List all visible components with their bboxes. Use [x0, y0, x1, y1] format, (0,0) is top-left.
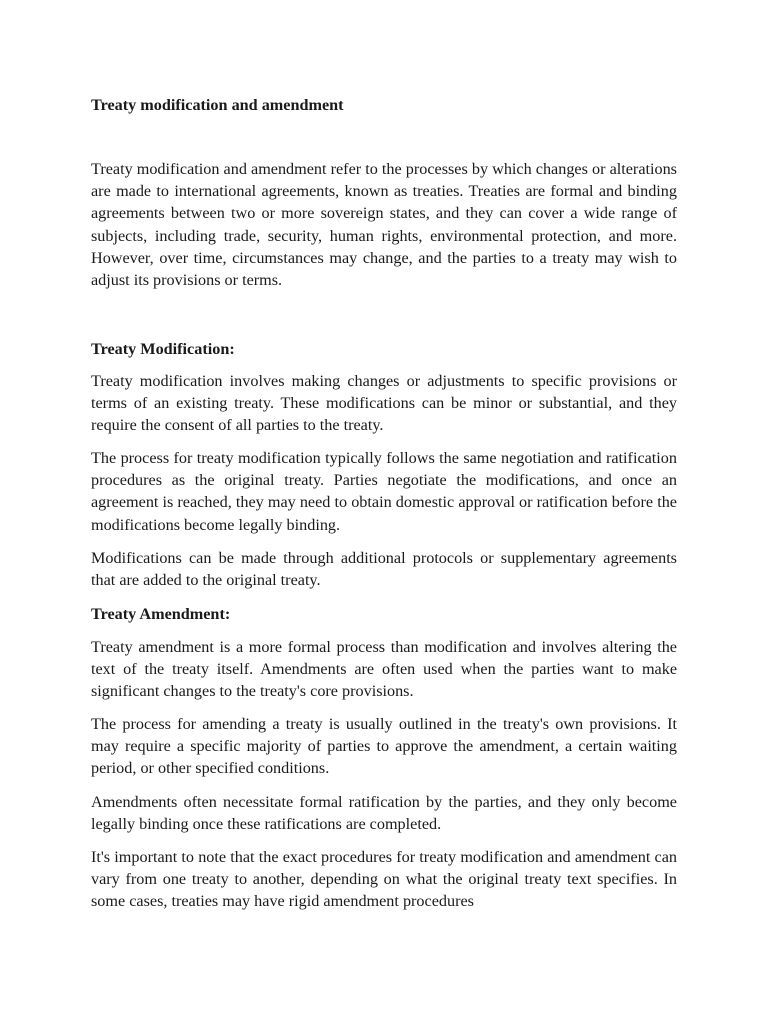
amendment-paragraph-2: The process for amending a treaty is usually outlined in the treaty's own provisions. It may require a specific majority of parties to approve the amendment, a certain waiting period, or other specified conditions. — [91, 715, 677, 778]
amendment-paragraph-3: Amendments often necessitate formal ratification by the parties, and they only become legally binding once these ratifications are completed. — [91, 793, 677, 834]
document-title: Treaty modification and amendment — [91, 96, 344, 114]
intro-paragraph: Treaty modification and amendment refer to the processes by which changes or alterations are made to international agreements, known as treaties. Treaties are formal and binding agreements between two or more sovereign states, and they can cover a wide range of subjects, including trade, security, human rights, environmental protection, and more. However, over time, circumstances may change, and the parties to a treaty may wish to adjust its provisions or terms. — [91, 160, 677, 290]
section-heading-modification: Treaty Modification: — [91, 340, 235, 358]
modification-paragraph-3: Modifications can be made through additional protocols or supplementary agreements that are added to the original treaty. — [91, 549, 677, 590]
amendment-paragraph-1: Treaty amendment is a more formal process than modification and involves altering the text of the treaty itself. Amendments are often used when the parties want to make significant changes to the treaty's core provisions. — [91, 638, 677, 701]
amendment-paragraph-4: It's important to note that the exact procedures for treaty modification and amendment can vary from one treaty to another, depending on what the original treaty text specifies. In some cases, treaties may have rigid amendment procedures — [91, 848, 677, 911]
document-page — [91, 0, 677, 1024]
modification-paragraph-1: Treaty modification involves making changes or adjustments to specific provisions or terms of an existing treaty. These modifications can be minor or substantial, and they require the consent of all parties to the treaty. — [91, 372, 677, 435]
modification-paragraph-2: The process for treaty modification typically follows the same negotiation and ratification procedures as the original treaty. Parties negotiate the modifications, and once an agreement is reached, they may need to obtain domestic approval or ratification before the modifications become legally binding. — [91, 449, 677, 534]
section-heading-amendment: Treaty Amendment: — [91, 605, 231, 623]
